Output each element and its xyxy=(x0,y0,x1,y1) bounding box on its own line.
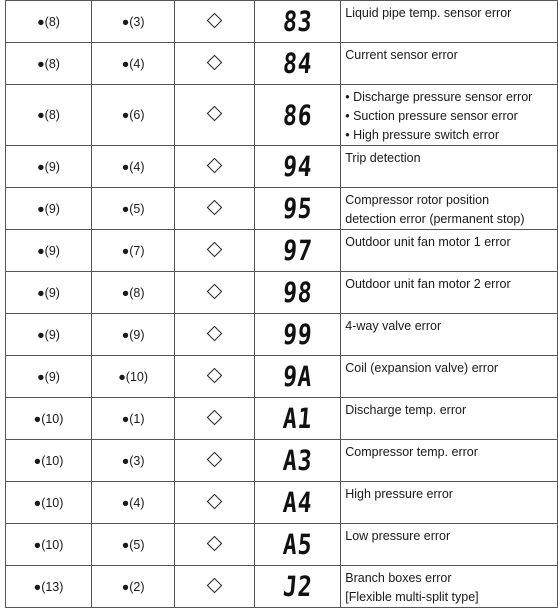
seven-segment-code: 83 xyxy=(281,5,314,38)
led-blink-count-2: ●(10) xyxy=(92,356,175,398)
led-blink-count-1: ●(10) xyxy=(6,524,92,566)
indicator-cell xyxy=(175,230,255,272)
led-blink-count-2: ●(4) xyxy=(92,43,175,85)
description-line: Low pressure error xyxy=(345,529,451,543)
led-blink-count-2: ●(9) xyxy=(92,314,175,356)
description-line: High pressure error xyxy=(345,487,453,501)
indicator-cell xyxy=(175,43,255,85)
seven-segment-code: 94 xyxy=(281,150,314,183)
table-row xyxy=(6,566,558,608)
led-blink-count-2: ●(5) xyxy=(92,188,175,230)
seven-segment-code: A5 xyxy=(281,528,314,561)
indicator-cell xyxy=(175,524,255,566)
description-line: Current sensor error xyxy=(345,48,458,62)
seven-segment-code: A1 xyxy=(281,402,314,435)
description-line: Liquid pipe temp. sensor error xyxy=(345,6,512,20)
error-description xyxy=(341,398,558,440)
led-blink-count-1: ●(9) xyxy=(6,230,92,272)
table-row xyxy=(6,482,558,524)
table-row xyxy=(6,188,558,230)
seven-segment-code: 97 xyxy=(281,234,314,267)
description-line: Outdoor unit fan motor 2 error xyxy=(345,277,511,291)
error-description xyxy=(341,43,558,85)
error-code-table xyxy=(5,0,558,608)
error-description xyxy=(341,1,558,43)
indicator-cell xyxy=(175,272,255,314)
error-code-display xyxy=(255,314,341,356)
led-blink-count-2: ●(3) xyxy=(92,440,175,482)
indicator-cell xyxy=(175,1,255,43)
led-blink-count-1: ●(13) xyxy=(6,566,92,608)
led-blink-count-2: ●(2) xyxy=(92,566,175,608)
led-blink-count-1: ●(9) xyxy=(6,146,92,188)
table-row xyxy=(6,398,558,440)
table-row xyxy=(6,85,558,146)
error-description xyxy=(341,566,558,608)
error-description xyxy=(341,440,558,482)
error-description xyxy=(341,272,558,314)
seven-segment-code: J2 xyxy=(281,570,314,603)
error-description xyxy=(341,482,558,524)
indicator-cell xyxy=(175,440,255,482)
table-row xyxy=(6,272,558,314)
error-code-display xyxy=(255,146,341,188)
error-code-display xyxy=(255,43,341,85)
led-blink-count-1: ●(9) xyxy=(6,356,92,398)
diamond-outline-icon xyxy=(207,325,223,341)
led-blink-count-2: ●(8) xyxy=(92,272,175,314)
diamond-outline-icon xyxy=(207,54,223,70)
indicator-cell xyxy=(175,566,255,608)
error-description xyxy=(341,524,558,566)
diamond-outline-icon xyxy=(207,199,223,215)
indicator-cell xyxy=(175,85,255,146)
description-line: Trip detection xyxy=(345,151,421,165)
error-description xyxy=(341,356,558,398)
table-row xyxy=(6,43,558,85)
description-line: Discharge temp. error xyxy=(345,403,467,417)
description-line: • Discharge pressure sensor error xyxy=(345,90,533,104)
led-blink-count-1: ●(9) xyxy=(6,188,92,230)
error-code-display xyxy=(255,398,341,440)
error-code-display xyxy=(255,524,341,566)
table-row xyxy=(6,356,558,398)
description-line: 4-way valve error xyxy=(345,319,442,333)
indicator-cell xyxy=(175,146,255,188)
indicator-cell xyxy=(175,188,255,230)
diamond-outline-icon xyxy=(207,577,223,593)
led-blink-count-1: ●(9) xyxy=(6,272,92,314)
led-blink-count-1: ●(10) xyxy=(6,440,92,482)
led-blink-count-2: ●(3) xyxy=(92,1,175,43)
diamond-outline-icon xyxy=(207,367,223,383)
led-blink-count-1: ●(10) xyxy=(6,398,92,440)
seven-segment-code: 84 xyxy=(281,47,314,80)
diamond-outline-icon xyxy=(207,241,223,257)
led-blink-count-2: ●(7) xyxy=(92,230,175,272)
description-line: detection error (permanent stop) xyxy=(345,212,525,226)
table-row xyxy=(6,314,558,356)
led-blink-count-1: ●(8) xyxy=(6,1,92,43)
diamond-outline-icon xyxy=(207,106,223,122)
seven-segment-code: 9A xyxy=(281,360,314,393)
error-code-display xyxy=(255,440,341,482)
diamond-outline-icon xyxy=(207,493,223,509)
error-description xyxy=(341,314,558,356)
table-row xyxy=(6,1,558,43)
seven-segment-code: A3 xyxy=(281,444,314,477)
description-line: • Suction pressure sensor error xyxy=(345,109,518,123)
diamond-outline-icon xyxy=(207,535,223,551)
diamond-outline-icon xyxy=(207,12,223,28)
table-row xyxy=(6,146,558,188)
seven-segment-code: 86 xyxy=(281,98,314,132)
error-description xyxy=(341,85,558,146)
error-code-display xyxy=(255,230,341,272)
diamond-outline-icon xyxy=(207,451,223,467)
led-blink-count-2: ●(1) xyxy=(92,398,175,440)
error-code-display xyxy=(255,356,341,398)
seven-segment-code: 99 xyxy=(281,318,314,351)
led-blink-count-1: ●(8) xyxy=(6,43,92,85)
led-blink-count-2: ●(4) xyxy=(92,146,175,188)
description-line: Compressor rotor position xyxy=(345,193,490,207)
led-blink-count-1: ●(9) xyxy=(6,314,92,356)
indicator-cell xyxy=(175,356,255,398)
led-blink-count-2: ●(6) xyxy=(92,85,175,146)
led-blink-count-1: ●(8) xyxy=(6,85,92,146)
description-line: • High pressure switch error xyxy=(345,128,499,142)
led-blink-count-2: ●(4) xyxy=(92,482,175,524)
table-row xyxy=(6,524,558,566)
description-line: Outdoor unit fan motor 1 error xyxy=(345,235,511,249)
error-description xyxy=(341,146,558,188)
description-line: Branch boxes error xyxy=(345,571,452,585)
indicator-cell xyxy=(175,482,255,524)
diamond-outline-icon xyxy=(207,157,223,173)
error-code-display xyxy=(255,188,341,230)
error-code-display xyxy=(255,482,341,524)
indicator-cell xyxy=(175,314,255,356)
description-line: [Flexible multi-split type] xyxy=(345,590,479,604)
table-row xyxy=(6,440,558,482)
description-line: Coil (expansion valve) error xyxy=(345,361,499,375)
led-blink-count-1: ●(10) xyxy=(6,482,92,524)
diamond-outline-icon xyxy=(207,409,223,425)
error-description xyxy=(341,188,558,230)
error-code-display xyxy=(255,1,341,43)
error-code-display xyxy=(255,272,341,314)
led-blink-count-2: ●(5) xyxy=(92,524,175,566)
indicator-cell xyxy=(175,398,255,440)
diamond-outline-icon xyxy=(207,283,223,299)
error-description xyxy=(341,230,558,272)
error-code-display xyxy=(255,85,341,146)
table-row xyxy=(6,230,558,272)
seven-segment-code: 95 xyxy=(281,192,314,225)
error-code-table-body xyxy=(6,1,558,608)
description-line: Compressor temp. error xyxy=(345,445,478,459)
seven-segment-code: 98 xyxy=(281,276,314,309)
seven-segment-code: A4 xyxy=(281,486,314,519)
error-code-display xyxy=(255,566,341,608)
